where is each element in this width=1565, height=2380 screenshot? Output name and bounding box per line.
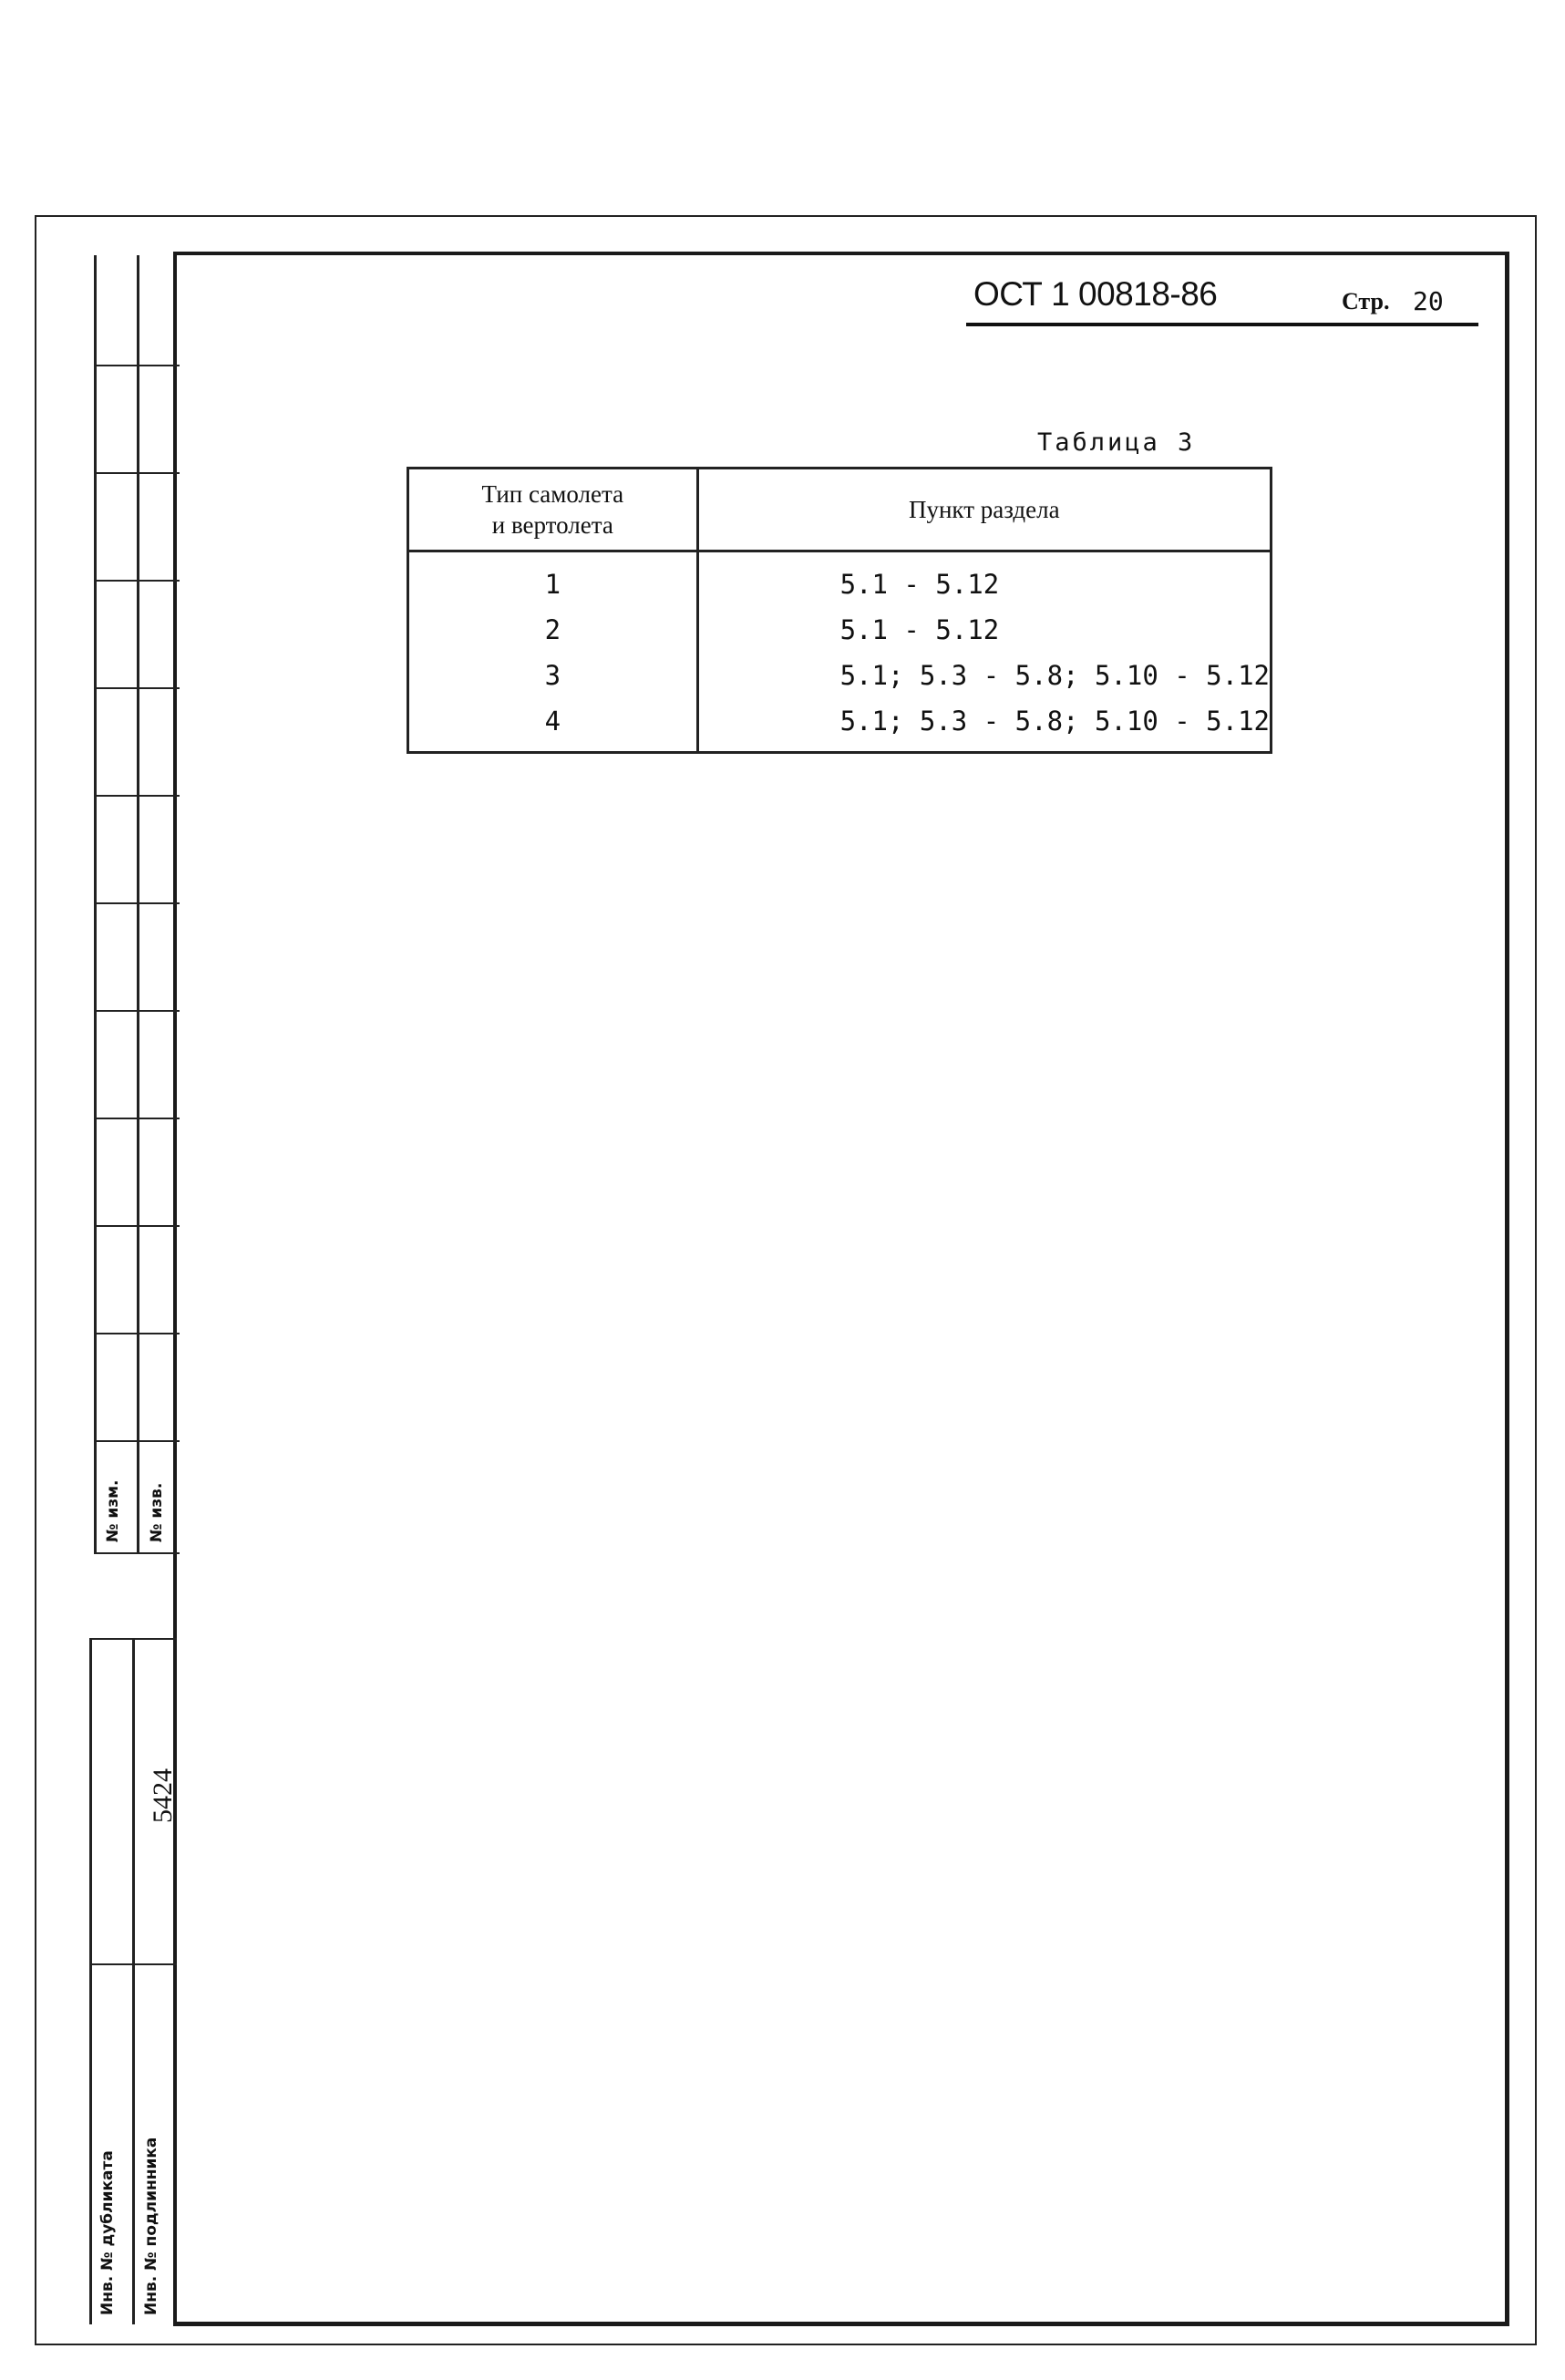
header-underline <box>966 323 1478 326</box>
cell-aircraft-type: 2 <box>408 607 698 653</box>
column-header-type-line1: Тип самолета <box>481 480 624 508</box>
cell-section-ref: 5.1; 5.3 - 5.8; 5.10 - 5.12 <box>697 698 1271 753</box>
revision-grid <box>94 255 180 1554</box>
column-header-type <box>408 469 698 551</box>
table-header-row <box>408 469 1272 551</box>
column-header-section: Пункт раздела <box>697 469 1271 551</box>
cell-section-ref: 5.1; 5.3 - 5.8; 5.10 - 5.12 <box>697 653 1271 698</box>
table-row <box>408 653 1272 698</box>
change-number-label: № изм. <box>104 1479 122 1542</box>
cell-aircraft-type: 1 <box>408 551 698 608</box>
duplicate-inventory-label: Инв. № дубликата <box>98 2150 117 2315</box>
page-label: Стр. <box>1342 288 1390 314</box>
original-inventory-number: 5424 <box>148 1768 178 1823</box>
table-caption: Таблица 3 <box>1037 428 1196 457</box>
cell-section-ref: 5.1 - 5.12 <box>697 551 1271 608</box>
notice-number-label: № изв. <box>148 1482 166 1542</box>
original-inventory-label: Инв. № подлинника <box>142 2137 160 2315</box>
column-header-type-line2: и вертолета <box>491 511 613 539</box>
cell-section-ref: 5.1 - 5.12 <box>697 607 1271 653</box>
data-table <box>407 467 1272 754</box>
table-row <box>408 607 1272 653</box>
cell-aircraft-type: 4 <box>408 698 698 753</box>
cell-aircraft-type: 3 <box>408 653 698 698</box>
page-number: 20 <box>1413 286 1444 316</box>
table-row <box>408 698 1272 753</box>
table-row <box>408 551 1272 608</box>
document-code: ОСТ 1 00818-86 <box>973 275 1218 313</box>
